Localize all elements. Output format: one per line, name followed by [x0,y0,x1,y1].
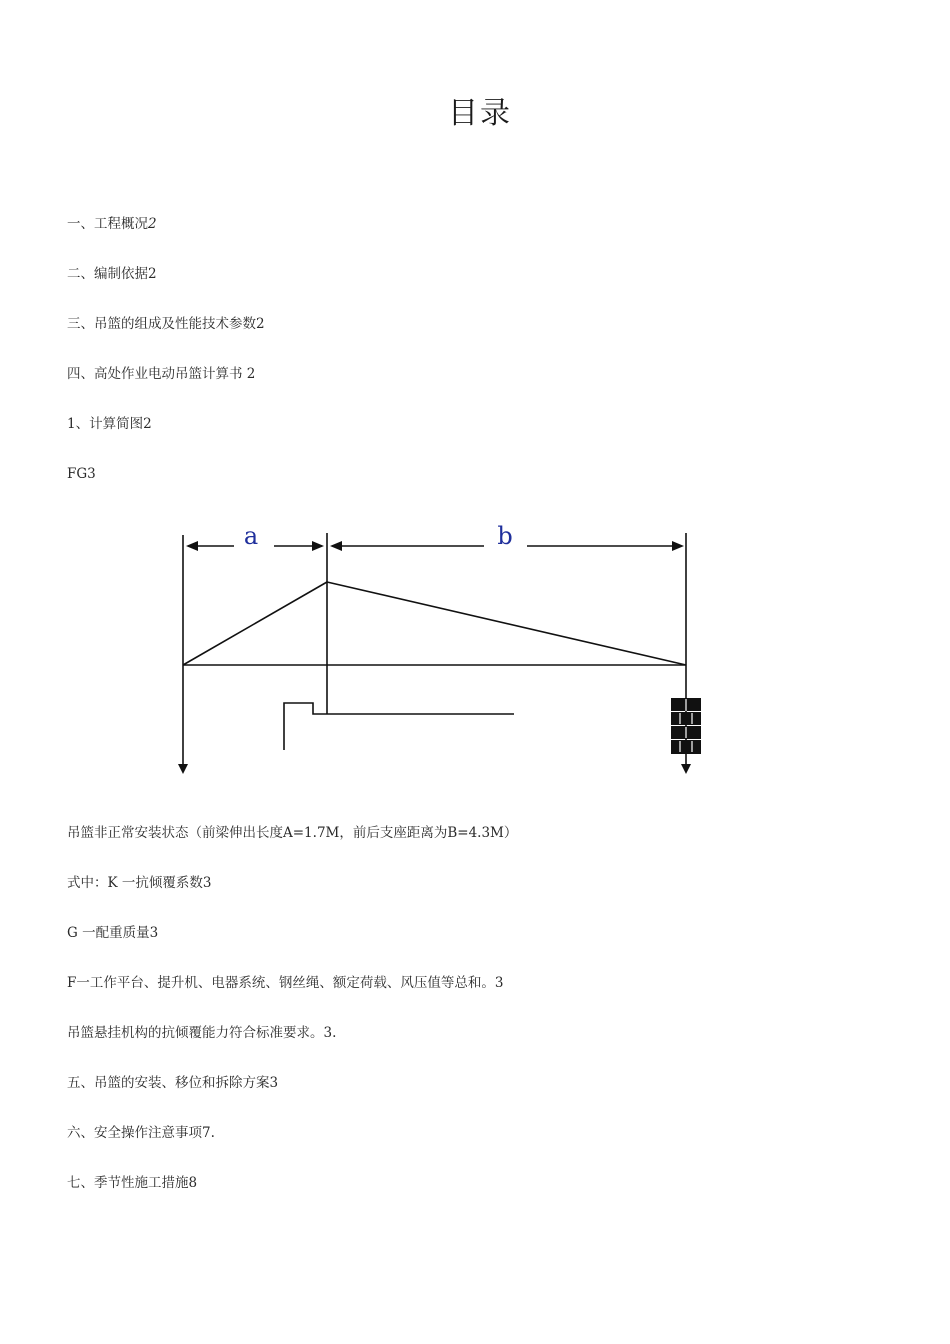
counterweight-block [671,740,701,754]
toc-item-installation: 五、吊篮的安装、移位和拆除方案3 [67,1075,279,1091]
toc-item-safety: 六、安全操作注意事项7. [67,1125,215,1141]
arrowhead-a-left [186,541,198,551]
counterweight-block [671,698,701,711]
right-down-arrowhead [681,764,691,774]
diagram-caption: 吊篮非正常安装状态（前梁伸出长度A=1.7M，前后支座距离为B=4.3M） [67,825,518,841]
arrowhead-a-right [312,541,324,551]
toc-item-page: 2 [148,216,157,232]
dimension-label-b: b [497,522,513,550]
page-title: 目录 [448,96,512,131]
formula-g-definition: G 一配重质量3 [67,925,159,941]
toc-item-seasonal: 七、季节性施工措施8 [67,1175,198,1191]
toc-item-calculation-diagram: 1、计算简图2 [67,416,152,432]
toc-item-basis: 二、编制依据2 [67,266,157,282]
toc-item-calculation-book: 四、高处作业电动吊篮计算书 2 [67,366,256,382]
dimension-label-a: a [243,522,259,550]
toc-item-project-overview [67,214,157,234]
counterweight-block [671,726,701,739]
arrowhead-b-left [330,541,342,551]
platform-outline [284,703,514,750]
front-tie-line [183,582,327,665]
arrowhead-b-right [672,541,684,551]
formula-k-definition: 式中：K 一抗倾覆系数3 [67,875,212,891]
counterweight-block [671,712,701,725]
toc-item-label: 一、工程概况 [67,216,148,232]
toc-item-composition: 三、吊篮的组成及性能技术参数2 [67,316,265,332]
conclusion-line: 吊篮悬挂机构的抗倾覆能力符合标准要求。3. [67,1025,337,1041]
formula-f-definition: F一工作平台、提升机、电器系统、钢丝绳、额定荷载、风压值等总和。3 [67,975,504,991]
left-down-arrowhead [178,764,188,774]
toc-item-fg: FG3 [67,466,96,482]
rear-tie-line [327,582,686,665]
